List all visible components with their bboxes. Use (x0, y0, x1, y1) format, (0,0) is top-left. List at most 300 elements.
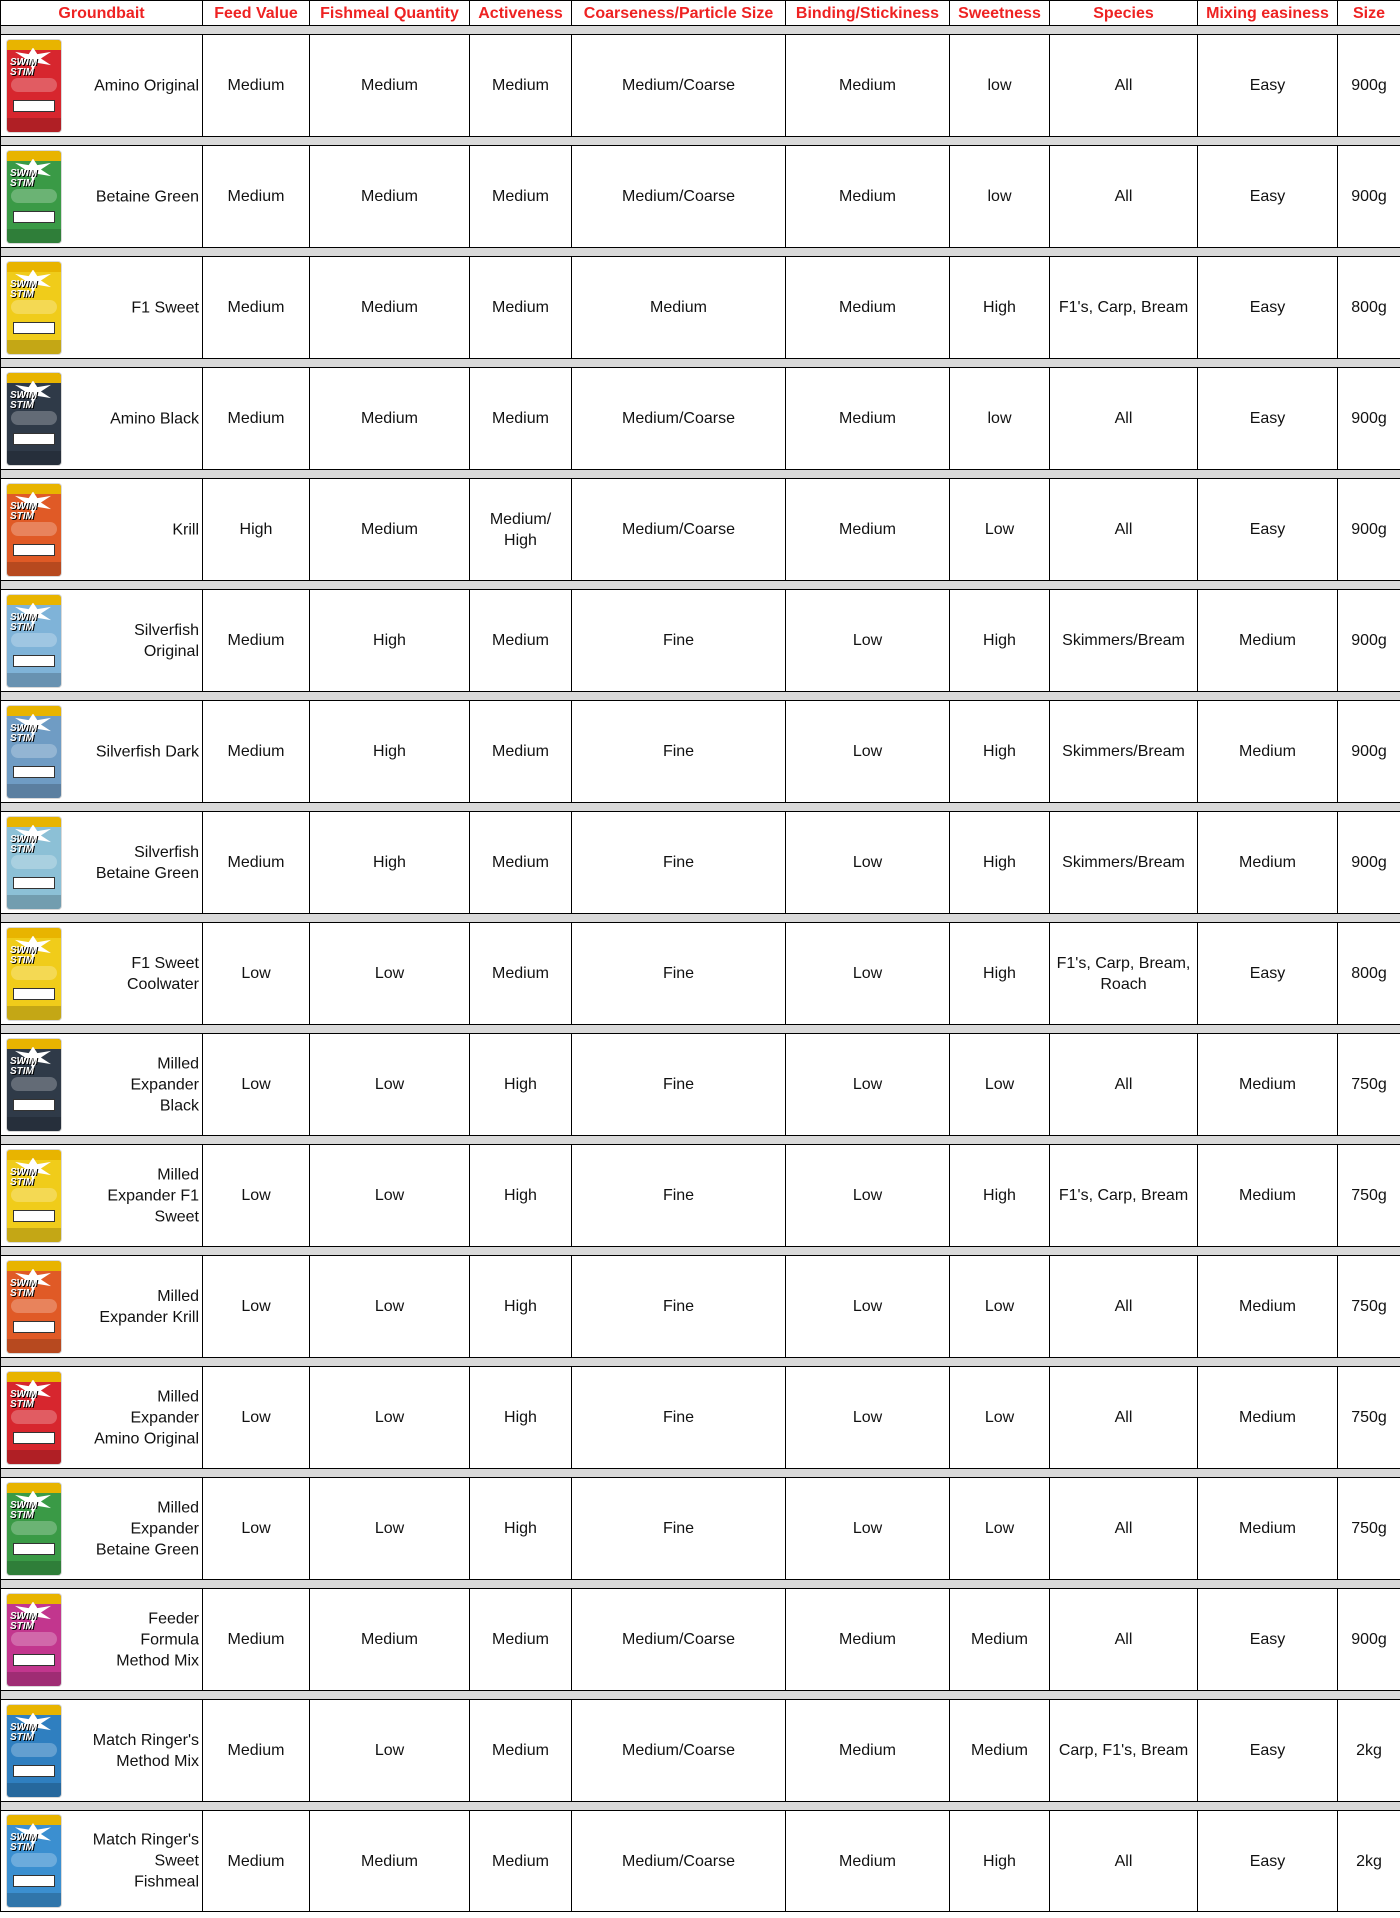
fishmeal-quantity-cell: Medium (310, 257, 470, 359)
fishmeal-quantity-cell: Low (310, 1367, 470, 1469)
groundbait-name: Amino Original (94, 77, 199, 94)
size-cell: 900g (1338, 146, 1400, 248)
header-feed-value: Feed Value (203, 1, 310, 26)
table-row (1, 1589, 1400, 1691)
size-cell: 2kg (1338, 1700, 1400, 1802)
sweetness-cell: low (950, 35, 1050, 137)
coarseness-cell: Medium/Coarse (572, 1811, 786, 1912)
pack-label-tag (13, 211, 55, 223)
pack-bottom-band (7, 1339, 61, 1353)
fishmeal-quantity-cell: Low (310, 1145, 470, 1247)
mixing-easiness-cell: Easy (1198, 1811, 1338, 1912)
pack-top-band (7, 1261, 61, 1271)
feeder-formula-method-mix-pack-icon (7, 1594, 61, 1686)
row-separator-bar (1, 137, 1400, 146)
sweetness-cell: High (950, 701, 1050, 803)
pack-bottom-band (7, 1228, 61, 1242)
row-separator (1, 914, 1400, 923)
groundbait-cell (1, 1034, 203, 1136)
pack-top-band (7, 262, 61, 272)
pack-top-band (7, 151, 61, 161)
pack-bottom-band (7, 1783, 61, 1797)
header-binding: Binding/Stickiness (786, 1, 950, 26)
feed-value-cell: Medium (203, 590, 310, 692)
sweetness-cell: High (950, 257, 1050, 359)
sweetness-cell: Medium (950, 1700, 1050, 1802)
table-row (1, 1256, 1400, 1358)
row-separator (1, 248, 1400, 257)
pack-bottom-band (7, 229, 61, 243)
binding-cell: Low (786, 812, 950, 914)
binding-cell: Low (786, 923, 950, 1025)
species-cell: All (1050, 1256, 1198, 1358)
fishmeal-quantity-cell: Low (310, 1256, 470, 1358)
pack-script-band (11, 744, 57, 758)
row-separator-bar (1, 581, 1400, 590)
size-cell: 750g (1338, 1478, 1400, 1580)
species-cell: F1's, Carp, Bream, Roach (1050, 923, 1198, 1025)
swim-stim-betaine-green-pack-icon (7, 151, 61, 243)
swim-stim-f1-sweet-pack-icon (7, 262, 61, 354)
groundbait-name: Betaine Green (95, 188, 199, 205)
groundbait-name: Silverfish Original (134, 621, 199, 660)
pack-logo: SWIM STIM (10, 167, 38, 189)
swim-stim-krill-pack-icon (7, 484, 61, 576)
feed-value-cell: Low (203, 1145, 310, 1247)
feed-value-cell: Medium (203, 1700, 310, 1802)
row-separator (1, 1691, 1400, 1700)
coarseness-cell: Medium/Coarse (572, 1700, 786, 1802)
coarseness-cell: Fine (572, 1145, 786, 1247)
activeness-cell: Medium (470, 146, 572, 248)
groundbait-cell (1, 1811, 203, 1912)
sweetness-cell: Low (950, 1367, 1050, 1469)
header-activeness: Activeness (470, 1, 572, 26)
header-species: Species (1050, 1, 1198, 26)
swim-stim-silverfish-original-pack-icon (7, 595, 61, 687)
row-separator-bar (1, 914, 1400, 923)
pack-script-band (11, 633, 57, 647)
activeness-cell: Medium (470, 1589, 572, 1691)
pack-logo: SWIM STIM (10, 1055, 38, 1077)
row-separator-bar (1, 470, 1400, 479)
pack-bottom-band (7, 1672, 61, 1686)
pack-label-tag (13, 544, 55, 556)
groundbait-cell (1, 368, 203, 470)
activeness-cell: Medium (470, 1700, 572, 1802)
row-separator-bar (1, 26, 1400, 35)
sweetness-cell: Low (950, 479, 1050, 581)
groundbait-cell (1, 1589, 203, 1691)
pack-top-band (7, 484, 61, 494)
mixing-easiness-cell: Medium (1198, 701, 1338, 803)
groundbait-cell (1, 257, 203, 359)
groundbait-name: Milled Expander Krill (99, 1287, 199, 1326)
groundbait-cell (1, 1367, 203, 1469)
sweetness-cell: High (950, 923, 1050, 1025)
pack-logo: SWIM STIM (10, 56, 38, 78)
fishmeal-quantity-cell: Low (310, 1034, 470, 1136)
pack-top-band (7, 595, 61, 605)
size-cell: 750g (1338, 1256, 1400, 1358)
pack-script-band (11, 1410, 57, 1424)
pack-script-band (11, 1743, 57, 1757)
pack-script-band (11, 411, 57, 425)
groundbait-cell (1, 923, 203, 1025)
pack-bottom-band (7, 784, 61, 798)
pack-bottom-band (7, 1006, 61, 1020)
feed-value-cell: Low (203, 1367, 310, 1469)
binding-cell: Medium (786, 146, 950, 248)
milled-expander-f1-sweet-pack-icon (7, 1150, 61, 1242)
binding-cell: Low (786, 1367, 950, 1469)
feed-value-cell: Medium (203, 812, 310, 914)
activeness-cell: High (470, 1034, 572, 1136)
mixing-easiness-cell: Easy (1198, 1700, 1338, 1802)
table-row (1, 1367, 1400, 1469)
row-separator-bar (1, 248, 1400, 257)
pack-label-tag (13, 322, 55, 334)
feed-value-cell: Medium (203, 368, 310, 470)
feed-value-cell: Medium (203, 257, 310, 359)
mixing-easiness-cell: Medium (1198, 812, 1338, 914)
row-separator-bar (1, 692, 1400, 701)
coarseness-cell: Medium/Coarse (572, 1589, 786, 1691)
mixing-easiness-cell: Medium (1198, 1145, 1338, 1247)
table-row (1, 812, 1400, 914)
groundbait-cell (1, 1700, 203, 1802)
pack-bottom-band (7, 1117, 61, 1131)
sweetness-cell: Low (950, 1256, 1050, 1358)
groundbait-name: Silverfish Betaine Green (95, 843, 199, 882)
row-separator-bar (1, 1025, 1400, 1034)
coarseness-cell: Medium/Coarse (572, 368, 786, 470)
row-separator (1, 1469, 1400, 1478)
coarseness-cell: Fine (572, 1256, 786, 1358)
binding-cell: Medium (786, 479, 950, 581)
row-separator-bar (1, 1136, 1400, 1145)
pack-bottom-band (7, 895, 61, 909)
feed-value-cell: High (203, 479, 310, 581)
pack-script-band (11, 78, 57, 92)
coarseness-cell: Fine (572, 590, 786, 692)
species-cell: All (1050, 146, 1198, 248)
pack-bottom-band (7, 562, 61, 576)
header-groundbait: Groundbait (1, 1, 203, 26)
pack-label-tag (13, 655, 55, 667)
species-cell: All (1050, 479, 1198, 581)
sweetness-cell: High (950, 1145, 1050, 1247)
coarseness-cell: Medium (572, 257, 786, 359)
coarseness-cell: Fine (572, 1034, 786, 1136)
header-coarseness: Coarseness/Particle Size (572, 1, 786, 26)
pack-logo: SWIM STIM (10, 1832, 38, 1853)
feed-value-cell: Medium (203, 1589, 310, 1691)
groundbait-cell (1, 479, 203, 581)
mixing-easiness-cell: Easy (1198, 479, 1338, 581)
groundbait-name: Krill (172, 521, 199, 538)
pack-top-band (7, 817, 61, 827)
pack-bottom-band (7, 1561, 61, 1575)
activeness-cell: High (470, 1478, 572, 1580)
pack-label-tag (13, 766, 55, 778)
pack-script-band (11, 300, 57, 314)
pack-logo: SWIM STIM (10, 1721, 38, 1743)
pack-logo: SWIM STIM (10, 1388, 38, 1410)
row-separator (1, 1025, 1400, 1034)
size-cell: 900g (1338, 701, 1400, 803)
row-separator-bar (1, 1691, 1400, 1700)
pack-label-tag (13, 100, 55, 112)
groundbait-name: Feeder Formula Method Mix (116, 1610, 199, 1669)
feed-value-cell: Low (203, 1478, 310, 1580)
pack-script-band (11, 522, 57, 536)
species-cell: All (1050, 1589, 1198, 1691)
groundbait-cell (1, 590, 203, 692)
size-cell: 900g (1338, 1589, 1400, 1691)
species-cell: All (1050, 1367, 1198, 1469)
species-cell: F1's, Carp, Bream (1050, 257, 1198, 359)
binding-cell: Low (786, 1256, 950, 1358)
pack-logo: SWIM STIM (10, 944, 38, 966)
row-separator-bar (1, 803, 1400, 812)
header-fishmeal-quantity: Fishmeal Quantity (310, 1, 470, 26)
row-separator (1, 470, 1400, 479)
feed-value-cell: Low (203, 1256, 310, 1358)
row-separator-bar (1, 1247, 1400, 1256)
swim-stim-silverfish-betaine-green-pack-icon (7, 817, 61, 909)
mixing-easiness-cell: Easy (1198, 146, 1338, 248)
groundbait-cell (1, 701, 203, 803)
row-separator (1, 359, 1400, 368)
pack-label-tag (13, 1432, 55, 1444)
pack-label-tag (13, 1099, 55, 1111)
binding-cell: Medium (786, 1811, 950, 1912)
row-separator (1, 803, 1400, 812)
species-cell: All (1050, 35, 1198, 137)
groundbait-name: Milled Expander F1 Sweet (107, 1166, 199, 1225)
table-row (1, 35, 1400, 137)
pack-label-tag (13, 433, 55, 445)
fishmeal-quantity-cell: High (310, 590, 470, 692)
header-mixing-easiness: Mixing easiness (1198, 1, 1338, 26)
table-row (1, 701, 1400, 803)
binding-cell: Medium (786, 257, 950, 359)
coarseness-cell: Fine (572, 1367, 786, 1469)
feed-value-cell: Low (203, 923, 310, 1025)
species-cell: Carp, F1's, Bream (1050, 1700, 1198, 1802)
row-separator (1, 137, 1400, 146)
species-cell: All (1050, 368, 1198, 470)
pack-script-band (11, 1188, 57, 1202)
pack-bottom-band (7, 1450, 61, 1464)
mixing-easiness-cell: Medium (1198, 1034, 1338, 1136)
sweetness-cell: low (950, 146, 1050, 248)
mixing-easiness-cell: Medium (1198, 1478, 1338, 1580)
binding-cell: Medium (786, 35, 950, 137)
size-cell: 900g (1338, 479, 1400, 581)
fishmeal-quantity-cell: Low (310, 1478, 470, 1580)
pack-top-band (7, 1039, 61, 1049)
pack-logo: SWIM STIM (10, 1499, 38, 1521)
activeness-cell: Medium (470, 35, 572, 137)
pack-label-tag (13, 1654, 55, 1666)
groundbait-name: F1 Sweet Coolwater (126, 954, 199, 993)
activeness-cell: Medium (470, 701, 572, 803)
groundbait-name: Match Ringer's Method Mix (92, 1731, 199, 1770)
milled-expander-black-pack-icon (7, 1039, 61, 1131)
binding-cell: Medium (786, 368, 950, 470)
header-size: Size (1338, 1, 1400, 26)
sweetness-cell: low (950, 368, 1050, 470)
header-row (1, 1, 1400, 26)
pack-label-tag (13, 1543, 55, 1555)
size-cell: 750g (1338, 1034, 1400, 1136)
swim-stim-silverfish-dark-pack-icon (7, 706, 61, 798)
coarseness-cell: Fine (572, 1478, 786, 1580)
pack-bottom-band (7, 673, 61, 687)
binding-cell: Low (786, 590, 950, 692)
pack-logo: SWIM STIM (10, 1166, 38, 1188)
pack-bottom-band (7, 1893, 61, 1907)
table-row (1, 1145, 1400, 1247)
mixing-easiness-cell: Medium (1198, 1256, 1338, 1358)
groundbait-cell (1, 812, 203, 914)
row-separator (1, 692, 1400, 701)
groundbait-name: Match Ringer's Sweet Fishmeal (92, 1831, 199, 1891)
fishmeal-quantity-cell: High (310, 812, 470, 914)
groundbait-name: Milled Expander Black (130, 1055, 199, 1114)
mixing-easiness-cell: Easy (1198, 1589, 1338, 1691)
row-separator (1, 581, 1400, 590)
activeness-cell: High (470, 1145, 572, 1247)
fishmeal-quantity-cell: Medium (310, 368, 470, 470)
milled-expander-amino-original-pack-icon (7, 1372, 61, 1464)
coarseness-cell: Fine (572, 923, 786, 1025)
binding-cell: Low (786, 1034, 950, 1136)
mixing-easiness-cell: Easy (1198, 257, 1338, 359)
coarseness-cell: Medium/Coarse (572, 146, 786, 248)
pack-bottom-band (7, 118, 61, 132)
pack-script-band (11, 966, 57, 980)
fishmeal-quantity-cell: Medium (310, 479, 470, 581)
row-separator (1, 1580, 1400, 1589)
sweetness-cell: High (950, 812, 1050, 914)
coarseness-cell: Medium/Coarse (572, 35, 786, 137)
groundbait-cell (1, 1478, 203, 1580)
activeness-cell: Medium/ High (470, 479, 572, 581)
sweetness-cell: High (950, 1811, 1050, 1912)
feed-value-cell: Medium (203, 1811, 310, 1912)
pack-logo: SWIM STIM (10, 500, 38, 522)
pack-script-band (11, 1521, 57, 1535)
pack-bottom-band (7, 451, 61, 465)
binding-cell: Low (786, 701, 950, 803)
sweetness-cell: Low (950, 1478, 1050, 1580)
binding-cell: Low (786, 1145, 950, 1247)
binding-cell: Low (786, 1478, 950, 1580)
groundbait-name: Milled Expander Amino Original (94, 1388, 199, 1447)
pack-top-band (7, 706, 61, 716)
feed-value-cell: Medium (203, 35, 310, 137)
pack-top-band (7, 1594, 61, 1604)
fishmeal-quantity-cell: Medium (310, 1811, 470, 1912)
mixing-easiness-cell: Easy (1198, 368, 1338, 470)
fishmeal-quantity-cell: Low (310, 923, 470, 1025)
row-separator-bar (1, 1580, 1400, 1589)
size-cell: 750g (1338, 1367, 1400, 1469)
row-separator (1, 1247, 1400, 1256)
pack-top-band (7, 928, 61, 938)
groundbait-cell (1, 1145, 203, 1247)
fishmeal-quantity-cell: Low (310, 1700, 470, 1802)
table-row (1, 257, 1400, 359)
swim-stim-f1-sweet-coolwater-pack-icon (7, 928, 61, 1020)
pack-logo: SWIM STIM (10, 1610, 38, 1632)
pack-script-band (11, 1853, 57, 1867)
size-cell: 800g (1338, 923, 1400, 1025)
row-separator-bar (1, 1358, 1400, 1367)
species-cell: Skimmers/Bream (1050, 812, 1198, 914)
milled-expander-betaine-green-pack-icon (7, 1483, 61, 1575)
activeness-cell: Medium (470, 812, 572, 914)
activeness-cell: High (470, 1256, 572, 1358)
table-row (1, 479, 1400, 581)
activeness-cell: Medium (470, 1811, 572, 1912)
pack-top-band (7, 1483, 61, 1493)
row-separator (1, 26, 1400, 35)
species-cell: All (1050, 1811, 1198, 1912)
pack-logo: SWIM STIM (10, 389, 38, 411)
fishmeal-quantity-cell: Medium (310, 146, 470, 248)
activeness-cell: Medium (470, 368, 572, 470)
row-separator (1, 1802, 1400, 1811)
table-row (1, 590, 1400, 692)
row-separator-bar (1, 359, 1400, 368)
feed-value-cell: Medium (203, 701, 310, 803)
coarseness-cell: Fine (572, 812, 786, 914)
pack-logo: SWIM STIM (10, 611, 38, 633)
size-cell: 750g (1338, 1145, 1400, 1247)
fishmeal-quantity-cell: Medium (310, 1589, 470, 1691)
activeness-cell: High (470, 1367, 572, 1469)
sweetness-cell: Low (950, 1034, 1050, 1136)
species-cell: Skimmers/Bream (1050, 590, 1198, 692)
size-cell: 900g (1338, 812, 1400, 914)
groundbait-cell (1, 1256, 203, 1358)
mixing-easiness-cell: Easy (1198, 923, 1338, 1025)
species-cell: F1's, Carp, Bream (1050, 1145, 1198, 1247)
groundbait-name: F1 Sweet (131, 299, 199, 316)
size-cell: 900g (1338, 590, 1400, 692)
match-ringers-method-mix-pack-icon (7, 1705, 61, 1797)
pack-bottom-band (7, 340, 61, 354)
coarseness-cell: Medium/Coarse (572, 479, 786, 581)
activeness-cell: Medium (470, 923, 572, 1025)
pack-top-band (7, 1815, 61, 1825)
row-separator (1, 1358, 1400, 1367)
table-row (1, 1700, 1400, 1802)
feed-value-cell: Medium (203, 146, 310, 248)
groundbait-name: Silverfish Dark (95, 743, 199, 760)
pack-script-band (11, 1632, 57, 1646)
species-cell: Skimmers/Bream (1050, 701, 1198, 803)
size-cell: 2kg (1338, 1811, 1400, 1912)
pack-top-band (7, 1705, 61, 1715)
species-cell: All (1050, 1478, 1198, 1580)
pack-top-band (7, 1150, 61, 1160)
size-cell: 800g (1338, 257, 1400, 359)
